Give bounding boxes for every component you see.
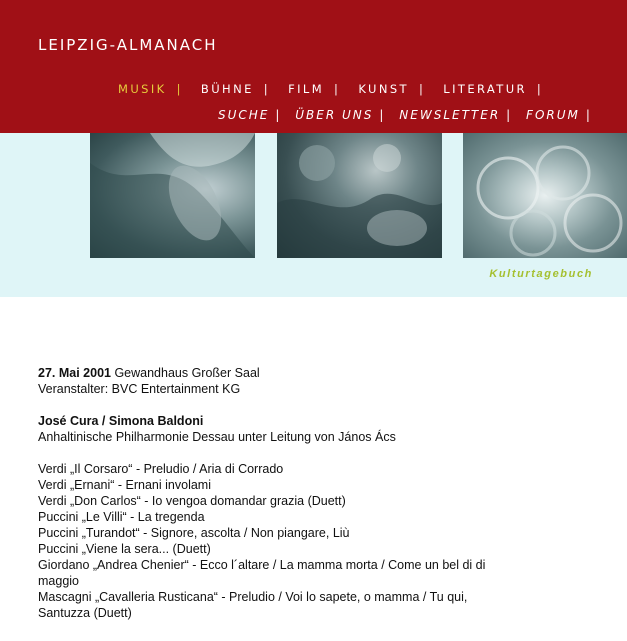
subnav-item-suche[interactable]: SUCHE [218, 108, 270, 122]
main-nav [118, 82, 555, 96]
site-header [0, 0, 627, 133]
event-orchestra: Anhaltinische Philharmonie Dessau unter Leitung von János Ács [38, 430, 396, 444]
nav-item-musik[interactable]: MUSIK [118, 82, 167, 96]
event-date: 27. Mai 2001 [38, 366, 111, 380]
header-photo-2 [277, 133, 442, 258]
nav-separator: | [263, 82, 271, 96]
event-organizer: Veranstalter: BVC Entertainment KG [38, 382, 241, 396]
event-details [38, 365, 518, 621]
nav-separator: | [334, 82, 341, 96]
nav-item-buehne[interactable]: BÜHNE [200, 82, 254, 96]
program-item: Puccini „Turandot“ - Signore, ascolta / Non piangare, Liù [38, 526, 350, 540]
program-item: Puccini „Viene la sera... (Duett) [38, 542, 211, 556]
nav-item-film[interactable]: FILM [288, 82, 325, 96]
site-logo[interactable]: LEIPZIG-ALMANACH [38, 36, 218, 54]
header-photo-1 [90, 133, 255, 258]
subnav-item-newsletter[interactable]: NEWSLETTER [399, 108, 501, 122]
nav-separator: | [275, 108, 282, 122]
program-item: Verdi „Ernani“ - Ernani involami [38, 478, 211, 492]
program-item: Mascagni „Cavalleria Rusticana“ - Preludio / Voi lo sapete, o mamma / Tu qui, Santuzza (Duett) [38, 590, 468, 620]
nav-item-literatur[interactable]: LITERATUR [443, 82, 527, 96]
program-list [38, 461, 518, 621]
subnav-item-ueber-uns[interactable]: ÜBER UNS [295, 108, 374, 122]
program-item: Giordano „Andrea Chenier“ - Ecco l´altare / La mamma morta / Come un bel di di maggio [38, 558, 486, 588]
nav-separator: | [418, 82, 426, 96]
nav-separator: | [585, 108, 592, 122]
section-tagline: Kulturtagebuch [489, 268, 593, 280]
nav-separator: | [176, 82, 183, 96]
nav-item-kunst[interactable]: KUNST [358, 82, 409, 96]
event-performers [38, 413, 518, 445]
nav-separator: | [506, 108, 513, 122]
event-meta [38, 365, 518, 397]
nav-separator: | [536, 82, 544, 96]
subnav-item-forum[interactable]: FORUM [526, 108, 580, 122]
event-venue: Gewandhaus Großer Saal [114, 366, 260, 380]
program-item: Verdi „Don Carlos“ - Io vengoa domandar grazia (Duett) [38, 494, 346, 508]
event-artists: José Cura / Simona Baldoni [38, 414, 204, 428]
header-photo-3 [463, 133, 627, 258]
nav-separator: | [379, 108, 386, 122]
sub-nav [218, 108, 600, 122]
program-item: Verdi „Il Corsaro“ - Preludio / Aria di Corrado [38, 462, 284, 476]
program-item: Puccini „Le Villi“ - La tregenda [38, 510, 205, 524]
